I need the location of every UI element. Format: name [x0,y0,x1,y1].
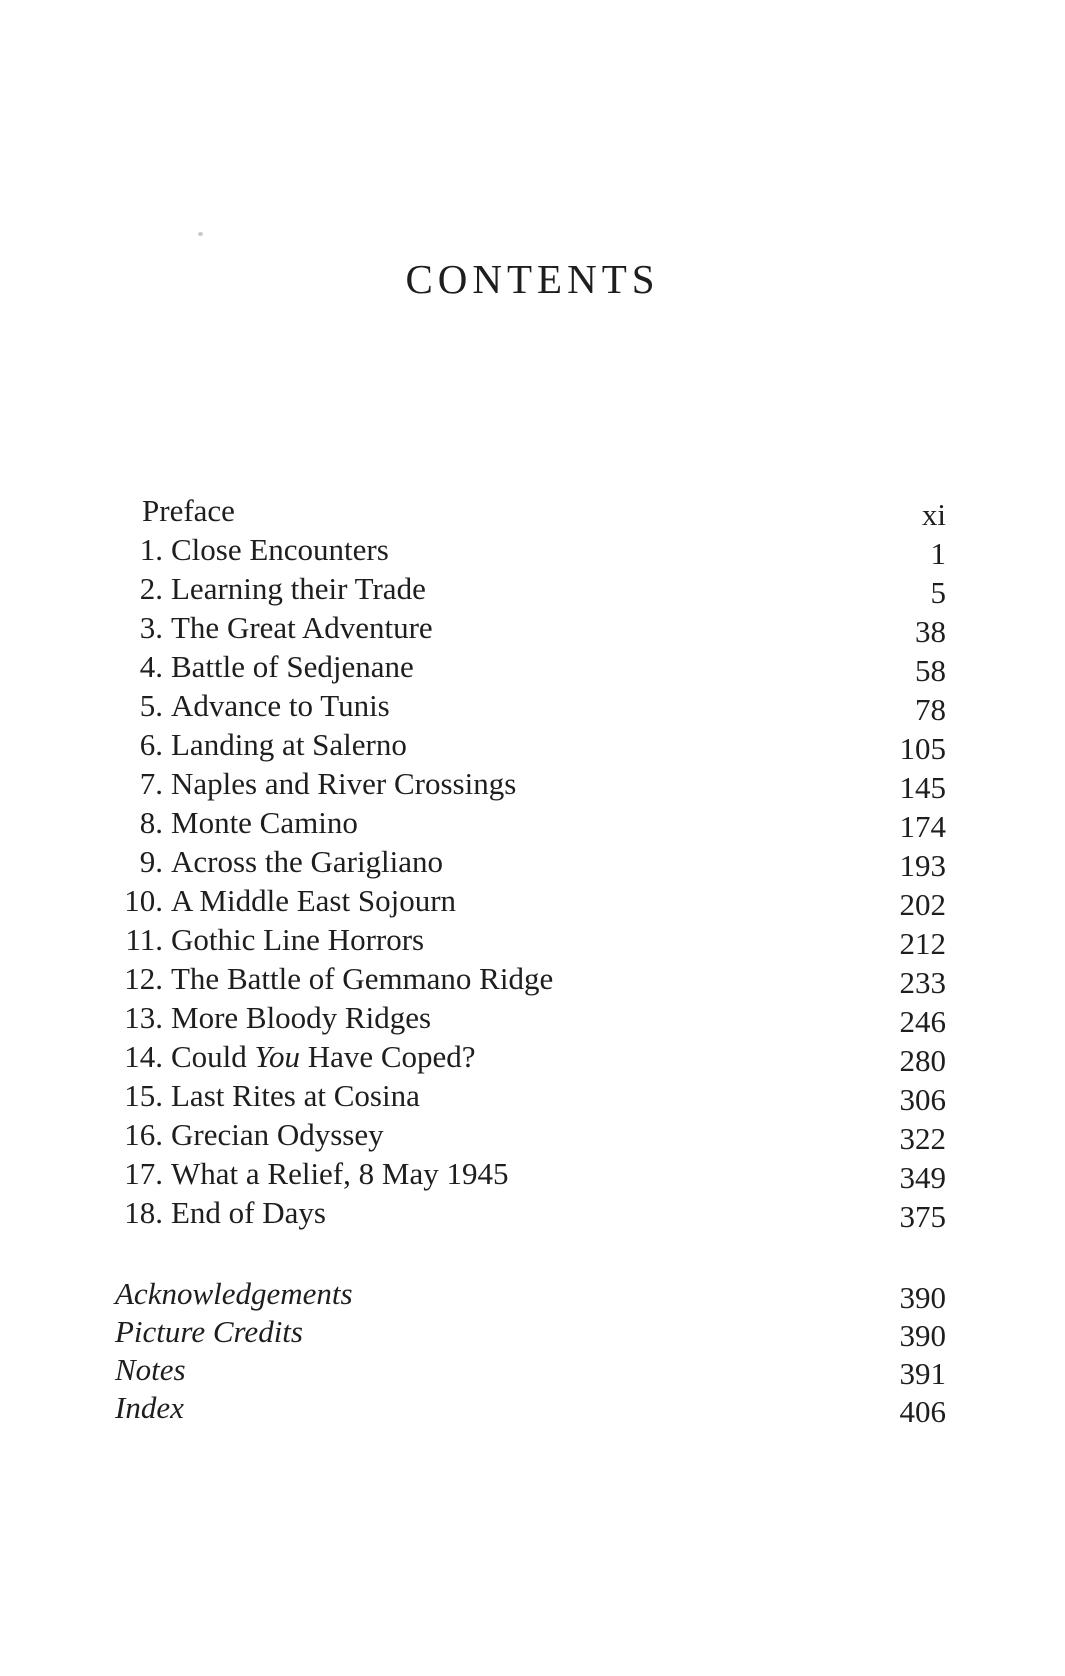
toc-entry-page: 349 [899,1160,946,1195]
toc-entry-number: 8. [139,805,163,840]
toc-entry-number: 15. [124,1078,163,1113]
page-title: CONTENTS [405,256,660,303]
toc-entry [113,1076,946,1115]
toc-entry [113,1193,946,1232]
toc-entry-page: 145 [899,770,946,805]
table-of-contents [113,491,946,1232]
toc-entry-page: 233 [899,965,946,1000]
toc-entry [113,686,946,725]
toc-entry-page: 38 [915,614,946,649]
toc-entry [113,530,946,569]
toc-entry-page: 375 [899,1199,946,1234]
toc-entry-page: 280 [899,1043,946,1078]
toc-entry-number: 6. [139,727,163,762]
toc-entry-page: 105 [899,731,946,766]
toc-entry-title: Battle of Sedjenane [171,649,414,684]
toc-entry-title: What a Relief, 8 May 1945 [171,1156,509,1191]
toc-entry [113,491,946,530]
toc-entry-page: 58 [915,653,946,688]
toc-entry-page: 390 [899,1318,946,1353]
toc-entry-title: Index [115,1390,184,1425]
toc-entry-title: Monte Camino [171,805,358,840]
toc-entry [113,998,946,1037]
toc-entry-title: Could You Have Coped? [171,1039,476,1074]
toc-entry-title: Preface [142,493,235,528]
toc-entry [113,725,946,764]
toc-entry-page: xi [921,497,946,532]
toc-entry [113,842,946,881]
toc-entry-number: 4. [139,649,163,684]
toc-entry [113,881,946,920]
toc-entry [113,803,946,842]
toc-entry-page: 193 [899,848,946,883]
toc-entry-title: More Bloody Ridges [171,1000,432,1035]
toc-entry-number: 3. [139,610,163,645]
toc-entry-page: 202 [899,887,946,922]
toc-entry-title: Close Encounters [171,532,389,567]
toc-entry-title: Advance to Tunis [171,688,390,723]
toc-entry-title: The Great Adventure [171,610,433,645]
toc-entry-page: 390 [899,1280,946,1315]
toc-entry-title: Learning their Trade [171,571,426,606]
toc-entry-page: 174 [899,809,946,844]
toc-entry [113,647,946,686]
toc-entry-number: 2. [139,571,163,606]
toc-entry-page: 212 [899,926,946,961]
toc-entry-title: Last Rites at Cosina [171,1078,420,1113]
toc-entry [113,764,946,803]
toc-entry-number: 5. [139,688,163,723]
toc-entry-page: 78 [915,692,946,727]
toc-entry-title: Picture Credits [115,1314,303,1349]
toc-entry-number: 12. [124,961,163,996]
toc-entry-number: 16. [124,1117,163,1152]
toc-entry-number: 17. [124,1156,163,1191]
toc-entry-title: Across the Garigliano [171,844,444,879]
scan-speck [198,232,203,236]
toc-entry-number: 18. [124,1195,163,1230]
toc-entry-page: 306 [899,1082,946,1117]
toc-entry-title: End of Days [171,1195,326,1230]
toc-entry-number: 14. [124,1039,163,1074]
toc-entry-page: 406 [899,1394,946,1429]
toc-entry [113,1037,946,1076]
toc-entry-title: A Middle East Sojourn [171,883,457,918]
toc-entry-number: 7. [139,766,163,801]
toc-entry-title: Naples and River Crossings [171,766,517,801]
toc-entry-page: 5 [930,575,946,610]
toc-entry [115,1389,946,1427]
toc-entry-number: 11. [125,922,163,957]
toc-entry-title: Notes [115,1352,186,1387]
toc-entry [115,1313,946,1351]
toc-entry-title: Grecian Odyssey [171,1117,384,1152]
toc-entry [113,959,946,998]
toc-entry-title: Landing at Salerno [171,727,407,762]
toc-entry-title: Gothic Line Horrors [171,922,425,957]
toc-entry-number: 13. [124,1000,163,1035]
toc-entry-number: 10. [124,883,163,918]
toc-entry-title: The Battle of Gemmano Ridge [171,961,554,996]
toc-entry-page: 246 [899,1004,946,1039]
toc-entry-page: 391 [899,1356,946,1391]
toc-entry-title: Acknowledgements [115,1276,353,1311]
toc-entry [113,569,946,608]
toc-entry [115,1275,946,1313]
toc-entry-number: 9. [139,844,163,879]
toc-entry [113,920,946,959]
toc-entry [113,1115,946,1154]
toc-entry-page: 1 [930,536,946,571]
toc-entry [115,1351,946,1389]
back-matter-list [115,1275,946,1427]
toc-entry-page: 322 [899,1121,946,1156]
toc-entry [113,608,946,647]
toc-entry-number: 1. [139,532,163,567]
toc-entry [113,1154,946,1193]
